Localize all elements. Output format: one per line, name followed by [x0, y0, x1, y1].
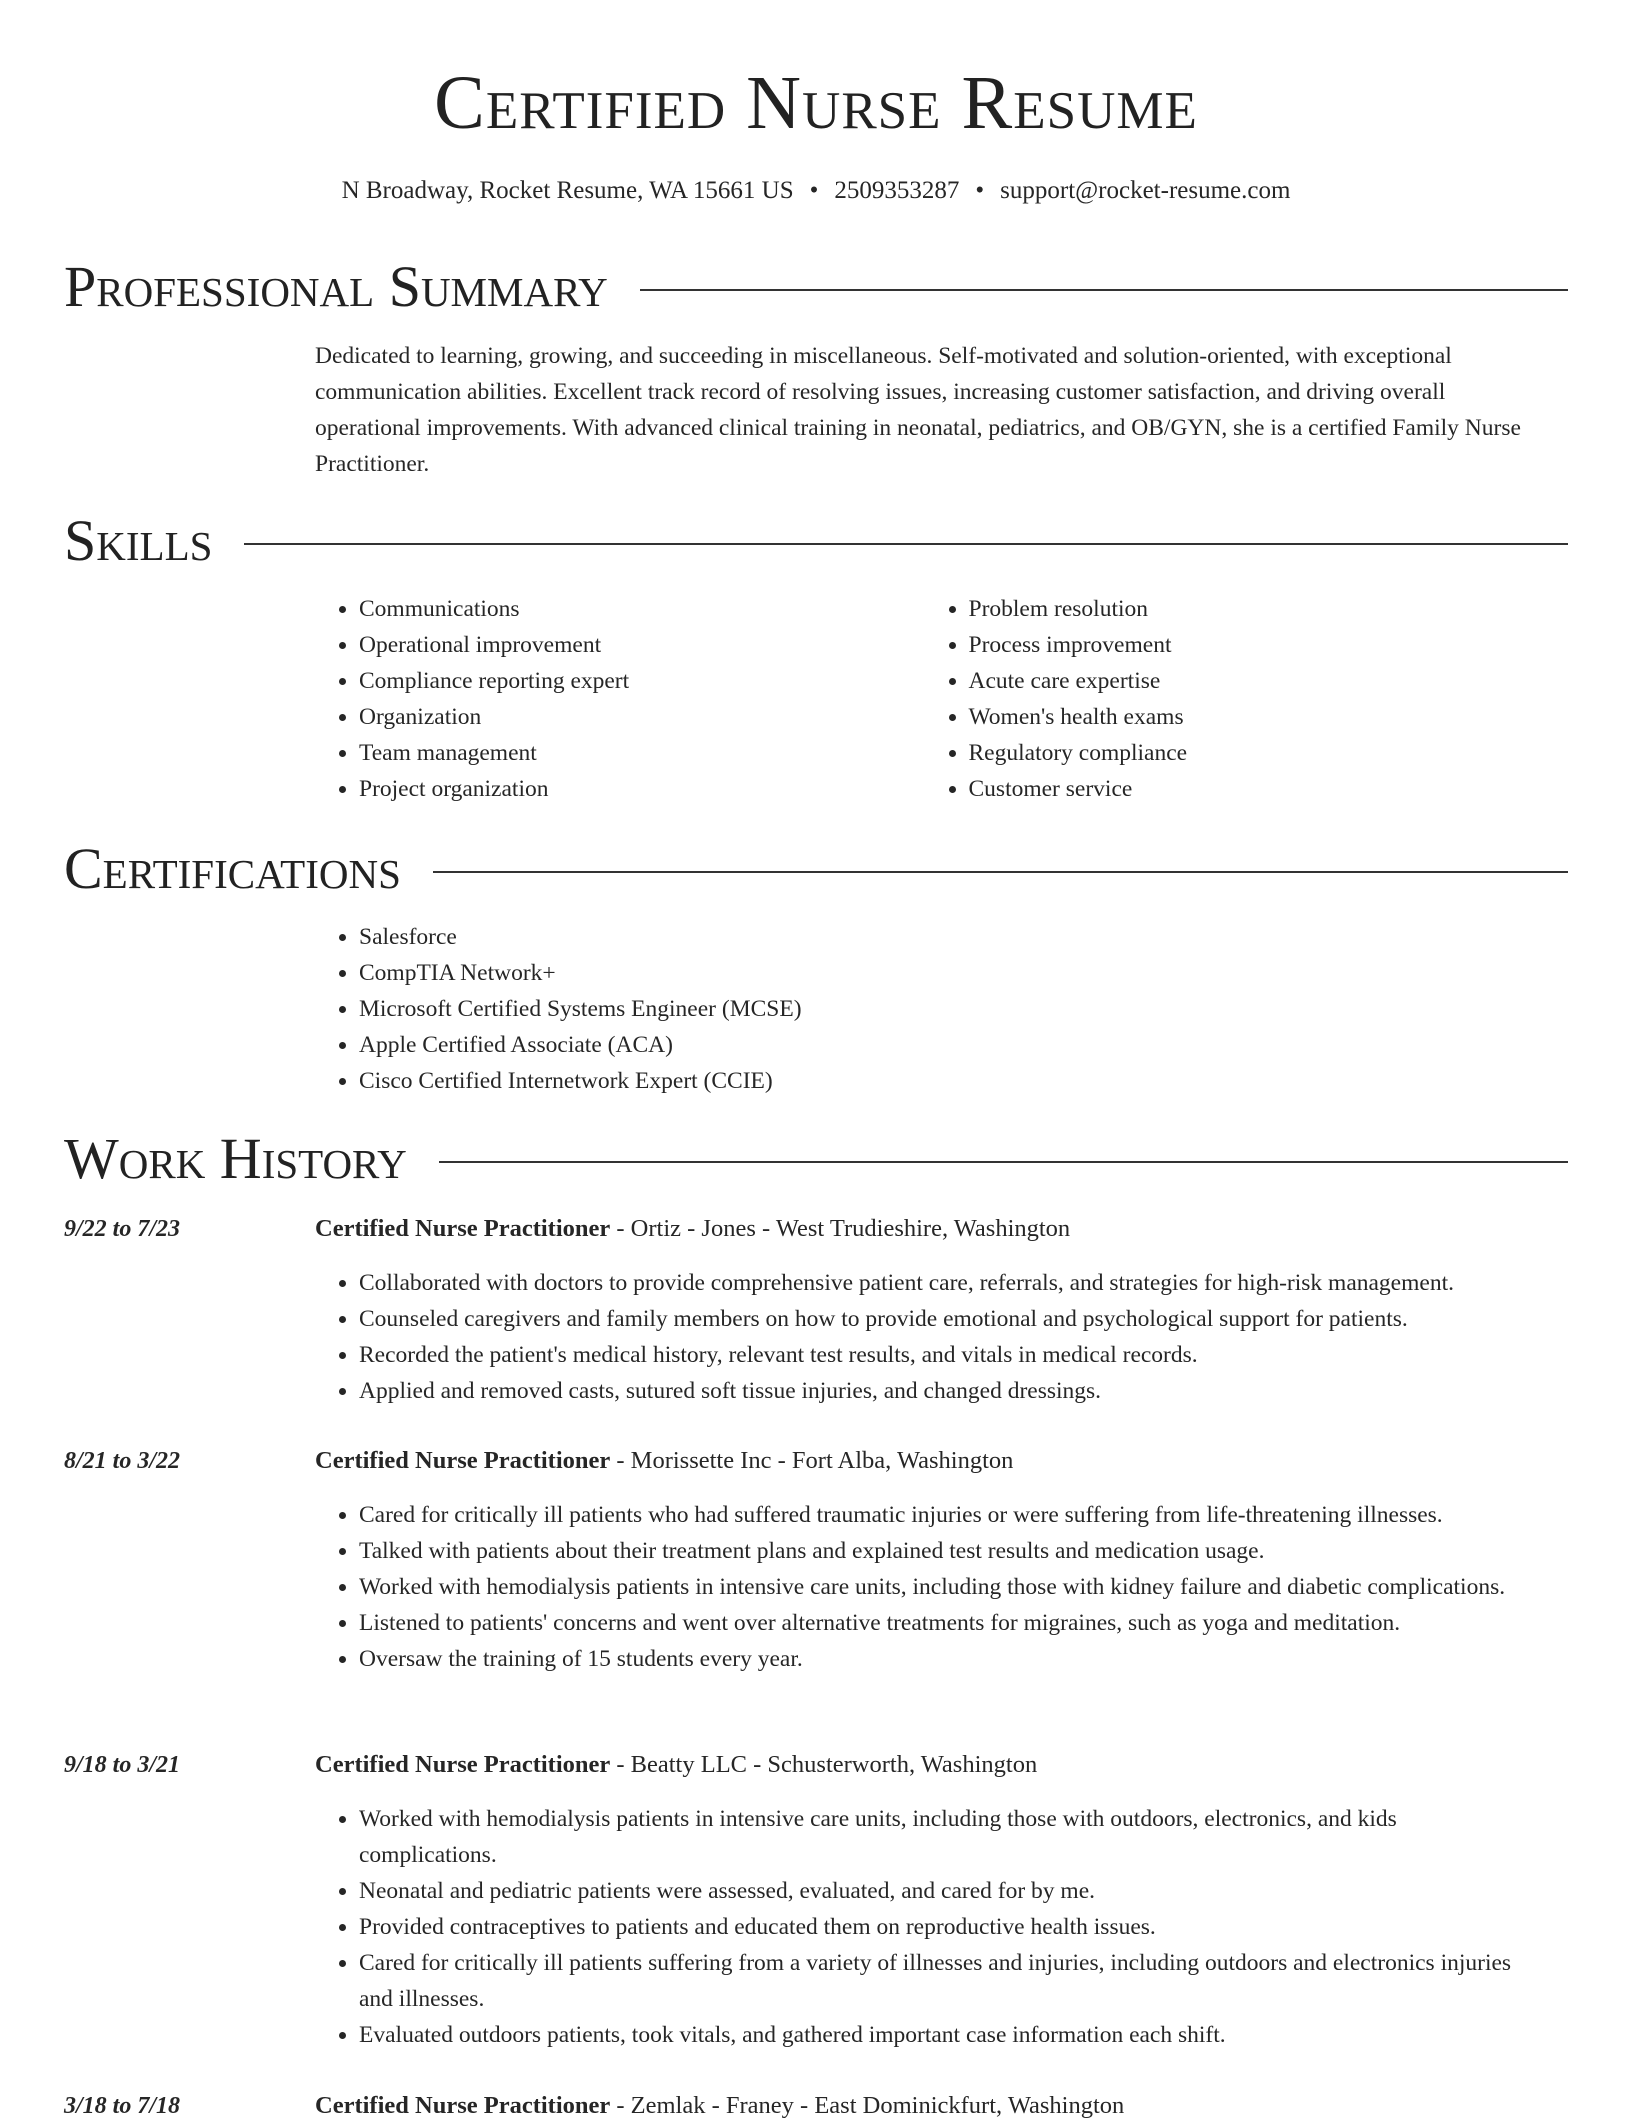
- job-title: Certified Nurse Practitioner: [315, 2092, 611, 2119]
- contact-separator: •: [809, 177, 819, 204]
- job-duties: [315, 1497, 1534, 1677]
- job-duty: • Neonatal and pediatric patients were assessed, evaluated, and cared for by me.: [359, 1873, 1534, 1909]
- job-dates: 3/18 to 7/18: [64, 2093, 181, 2119]
- job-duty: • Counseled caregivers and family members on how to provide emotional and psychological support for patients.: [359, 1301, 1534, 1337]
- job-title-line: [315, 2088, 1534, 2124]
- job-title: Certified Nurse Practitioner: [315, 1447, 611, 1474]
- skills-divider: [244, 543, 1568, 545]
- contact-address: N Broadway, Rocket Resume, WA 15661 US: [341, 177, 794, 204]
- job-title-line: [315, 1211, 1534, 1247]
- skill-item: • Customer service: [969, 771, 1535, 807]
- job-duty: • Talked with patients about their treatment plans and explained test results and medication usage.: [359, 1533, 1534, 1569]
- job-employer: - Zemlak - Franey - East Dominickfurt, Washington: [610, 2092, 1125, 2119]
- job-title-line: [315, 1747, 1534, 1783]
- job-title: Certified Nurse Practitioner: [315, 1751, 611, 1778]
- skill-item: • Regulatory compliance: [969, 735, 1535, 771]
- certifications-list: [315, 919, 1534, 1099]
- skill-item: • Team management: [359, 735, 925, 771]
- certification-item: • Cisco Certified Internetwork Expert (CCIE): [359, 1063, 1534, 1099]
- contact-email: support@rocket-resume.com: [1000, 177, 1291, 204]
- job-duty: • Listened to patients' concerns and went over alternative treatments for migraines, such as yoga and meditation.: [359, 1605, 1534, 1641]
- job-duty: • Evaluated outdoors patients, took vitals, and gathered important case information each shift.: [359, 2017, 1534, 2053]
- certification-item: • Apple Certified Associate (ACA): [359, 1027, 1534, 1063]
- job-duty: • Worked with hemodialysis patients in intensive care units, including those with outdoors, electronics, and kids complications.: [359, 1801, 1534, 1873]
- skill-item: • Problem resolution: [969, 591, 1535, 627]
- skill-item: • Organization: [359, 699, 925, 735]
- job-title: Certified Nurse Practitioner: [315, 1215, 611, 1242]
- skill-item: • Compliance reporting expert: [359, 663, 925, 699]
- job-dates: 9/18 to 3/21: [64, 1752, 181, 1778]
- job-duty: • Applied and removed casts, sutured soft tissue injuries, and changed dressings.: [359, 1373, 1534, 1409]
- summary-section-header: [64, 254, 1568, 320]
- skill-item: • Acute care expertise: [969, 663, 1535, 699]
- certifications-divider: [433, 871, 1568, 873]
- summary-heading: Professional Summary: [64, 254, 608, 319]
- contact-separator: •: [975, 177, 985, 204]
- skill-item: • Communications: [359, 591, 925, 627]
- work-divider: [439, 1161, 1568, 1163]
- job-duty: • Recorded the patient's medical history, relevant test results, and vitals in medical records.: [359, 1337, 1534, 1373]
- skill-item: • Operational improvement: [359, 627, 925, 663]
- job-duty: • Cared for critically ill patients who had suffered traumatic injuries or were suffering from life-threatening illnesses.: [359, 1497, 1534, 1533]
- resume-name: Certified Nurse Resume: [434, 61, 1198, 145]
- skill-item: • Project organization: [359, 771, 925, 807]
- job-duty: • Provided contraceptives to patients and educated them on reproductive health issues.: [359, 1909, 1534, 1945]
- contact-phone: 2509353287: [834, 177, 960, 204]
- skill-item: • Women's health exams: [969, 699, 1535, 735]
- job-dates: 8/21 to 3/22: [64, 1448, 181, 1474]
- job-duty: • Worked with hemodialysis patients in intensive care units, including those with kidney failure and diabetic complications.: [359, 1569, 1534, 1605]
- skills-heading: Skills: [64, 508, 213, 573]
- certification-item: • Salesforce: [359, 919, 1534, 955]
- skill-item: • Process improvement: [969, 627, 1535, 663]
- job-employer: - Morissette Inc - Fort Alba, Washington: [610, 1447, 1014, 1474]
- job-duty: • Collaborated with doctors to provide comprehensive patient care, referrals, and strategies for high-risk management.: [359, 1265, 1534, 1301]
- skills-section-header: [64, 508, 1568, 574]
- skills-column-left: [315, 591, 925, 807]
- work-section-header: [64, 1126, 1568, 1192]
- job-employer: - Beatty LLC - Schusterworth, Washington: [610, 1751, 1038, 1778]
- job-duties: [315, 1801, 1534, 2053]
- work-heading: Work History: [64, 1126, 407, 1191]
- job-title-line: [315, 1443, 1534, 1479]
- contact-line: [0, 174, 1632, 208]
- summary-divider: [640, 289, 1568, 291]
- certifications-section-header: [64, 836, 1568, 902]
- certifications-heading: Certifications: [64, 836, 401, 901]
- skills-list: [315, 591, 1534, 807]
- job-dates: 9/22 to 7/23: [64, 1216, 181, 1242]
- skills-column-right: [925, 591, 1535, 807]
- certification-item: • CompTIA Network+: [359, 955, 1534, 991]
- job-employer: - Ortiz - Jones - West Trudieshire, Washington: [610, 1215, 1071, 1242]
- summary-text: Dedicated to learning, growing, and succeeding in miscellaneous. Self-motivated and solution-oriented, with exceptional communication abilities. Excellent track record of resolving issues, increasing customer satisfaction, and driving overall operational improvements. With advanced clinical training in neonatal, pediatrics, and OB/GYN, she is a certified Family Nurse Practitioner.: [315, 343, 1521, 477]
- job-duties: [315, 1265, 1534, 1409]
- job-duty: • Cared for critically ill patients suffering from a variety of illnesses and injuries, including outdoors and electronics injuries and illnesses.: [359, 1945, 1534, 2017]
- certification-item: • Microsoft Certified Systems Engineer (MCSE): [359, 991, 1534, 1027]
- job-duty: • Oversaw the training of 15 students every year.: [359, 1641, 1534, 1677]
